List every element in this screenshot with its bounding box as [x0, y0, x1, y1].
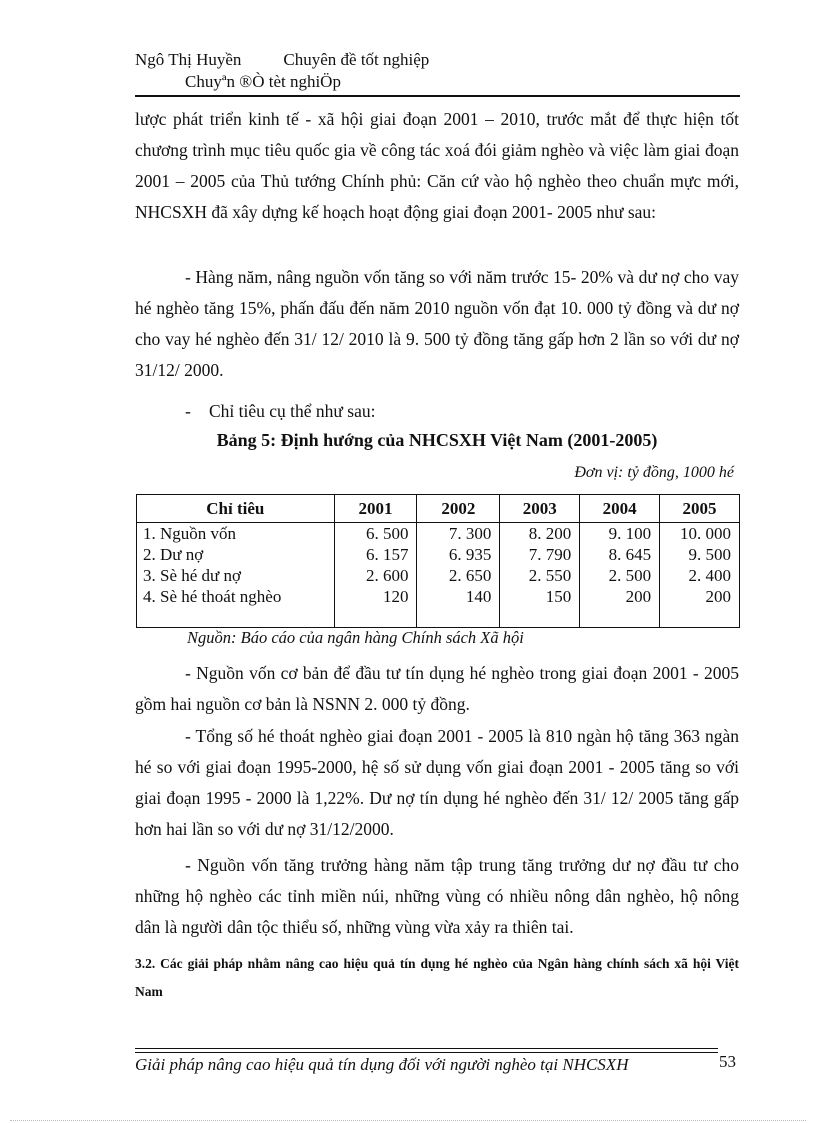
table-cell: 6. 157 [334, 544, 417, 565]
table-cell: 8. 200 [500, 523, 580, 545]
table-cell: 6. 500 [334, 523, 417, 545]
footer-rule [135, 1048, 718, 1049]
table-header-cell: Chỉ tiêu [137, 495, 335, 523]
table-cell: 200 [580, 586, 660, 628]
table-cell: 3. Sè hé dư nợ [137, 565, 335, 586]
table-cell: 2. 650 [417, 565, 500, 586]
paragraph-2: - Hàng năm, nâng nguồn vốn tăng so với năm trước 15- 20% và dư nợ cho vay hé nghèo tăng 15%, phấn đấu đến năm 2010 nguồn vốn đạt 10. 000 tỷ đồng và dư nợ cho vay hé nghèo đến 31/ 12/ 2010 là 9. 500 tỷ đồng tăng gấp hơn 2 lần so với dư nợ 31/12/ 2000. [135, 267, 739, 380]
bullet-dash: - [185, 401, 191, 421]
table-header-cell: 2002 [417, 495, 500, 523]
table-header-cell: 2004 [580, 495, 660, 523]
table-header-cell: 2005 [660, 495, 740, 523]
table-cell: 2. 550 [500, 565, 580, 586]
table-cell: 140 [417, 586, 500, 628]
table-cell: 2. Dư nợ [137, 544, 335, 565]
table-row [137, 523, 740, 545]
table-cell: 6. 935 [417, 544, 500, 565]
header-garbled-title: Chuyªn ®Ò tèt nghiÖp [185, 72, 341, 91]
table-cell: 2. 400 [660, 565, 740, 586]
table-cell: 2. 500 [580, 565, 660, 586]
table-row [137, 586, 740, 628]
page-edge-divider [10, 1120, 806, 1121]
table-cell: 9. 500 [660, 544, 740, 565]
paragraph-3-text: Chỉ tiêu cụ thể như sau: [209, 401, 376, 421]
header-author: Ngô Thị Huyền [135, 50, 242, 69]
table-cell: 7. 300 [417, 523, 500, 545]
section-heading: 3.2. Các giải pháp nhằm nâng cao hiệu quả tín dụng hé nghèo của Ngân hàng chính sách xã hội Việt Nam [135, 956, 739, 999]
table-caption: Bảng 5: Định hướng của NHCSXH Việt Nam (2001-2005) [216, 430, 658, 450]
table-cell: 4. Sè hé thoát nghèo [137, 586, 335, 628]
table-cell: 2. 600 [334, 565, 417, 586]
table-cell: 10. 000 [660, 523, 740, 545]
table-row [137, 565, 740, 586]
table-header-cell: 2001 [334, 495, 417, 523]
page-number: 53 [719, 1052, 736, 1071]
table-cell: 1. Nguồn vốn [137, 523, 335, 545]
paragraph-6: - Nguồn vốn tăng trưởng hàng năm tập trung tăng trưởng dư nợ đầu tư cho những hộ nghèo các tỉnh miền núi, những vùng có nhiều nông dân nghèo, hộ nông dân là người dân tộc thiểu số, những vùng vừa xảy ra thiên tai. [135, 855, 739, 937]
header-line [135, 50, 429, 70]
table-cell: 8. 645 [580, 544, 660, 565]
footer-text: Giải pháp nâng cao hiệu quả tín dụng đối với người nghèo tại NHCSXH [135, 1055, 629, 1074]
table-header-row [137, 495, 740, 523]
table-cell: 7. 790 [500, 544, 580, 565]
table-cell: 120 [334, 586, 417, 628]
paragraph-1: lược phát triển kinh tế - xã hội giai đoạn 2001 – 2010, trước mắt để thực hiện tốt chương trình mục tiêu quốc gia về công tác xoá đói giảm nghèo và việc làm giai đoạn 2001 – 2005 của Thủ tướng Chính phủ: Căn cứ vào hộ nghèo theo chuẩn mực mới, NHCSXH đã xây dựng kế hoạch hoạt động giai đoạn 2001- 2005 như sau: [135, 109, 739, 222]
paragraph-4: - Nguồn vốn cơ bản để đầu tư tín dụng hé nghèo trong giai đoạn 2001 - 2005 gồm hai nguồn cơ bản là NSNN 2. 000 tỷ đồng. [135, 663, 739, 714]
table-unit: Đơn vị: tỷ đồng, 1000 hé [574, 464, 734, 481]
table-header-cell: 2003 [500, 495, 580, 523]
table-cell: 150 [500, 586, 580, 628]
header-rule [135, 95, 740, 97]
header-title: Chuyên đề tốt nghiệp [283, 50, 430, 69]
paragraph-3 [185, 396, 740, 427]
paragraph-5: - Tổng số hé thoát nghèo giai đoạn 2001 - 2005 là 810 ngàn hộ tăng 363 ngàn hé so với giai đoạn 1995-2000, hệ số sử dụng vốn giai đoạn 2001 - 2005 tăng so với giai đoạn 1995 - 2000 là 1,22%. Dư nợ tín dụng hé nghèo đến 31/ 12/ 2005 tăng gấp hơn hai lần so với dư nợ 31/12/2000. [135, 726, 739, 839]
table-row [137, 544, 740, 565]
table-cell: 200 [660, 586, 740, 628]
footer-rule [135, 1052, 718, 1053]
table-source: Nguồn: Báo cáo của ngân hàng Chính sách Xã hội [187, 628, 524, 647]
table-cell: 9. 100 [580, 523, 660, 545]
data-table [136, 494, 740, 628]
